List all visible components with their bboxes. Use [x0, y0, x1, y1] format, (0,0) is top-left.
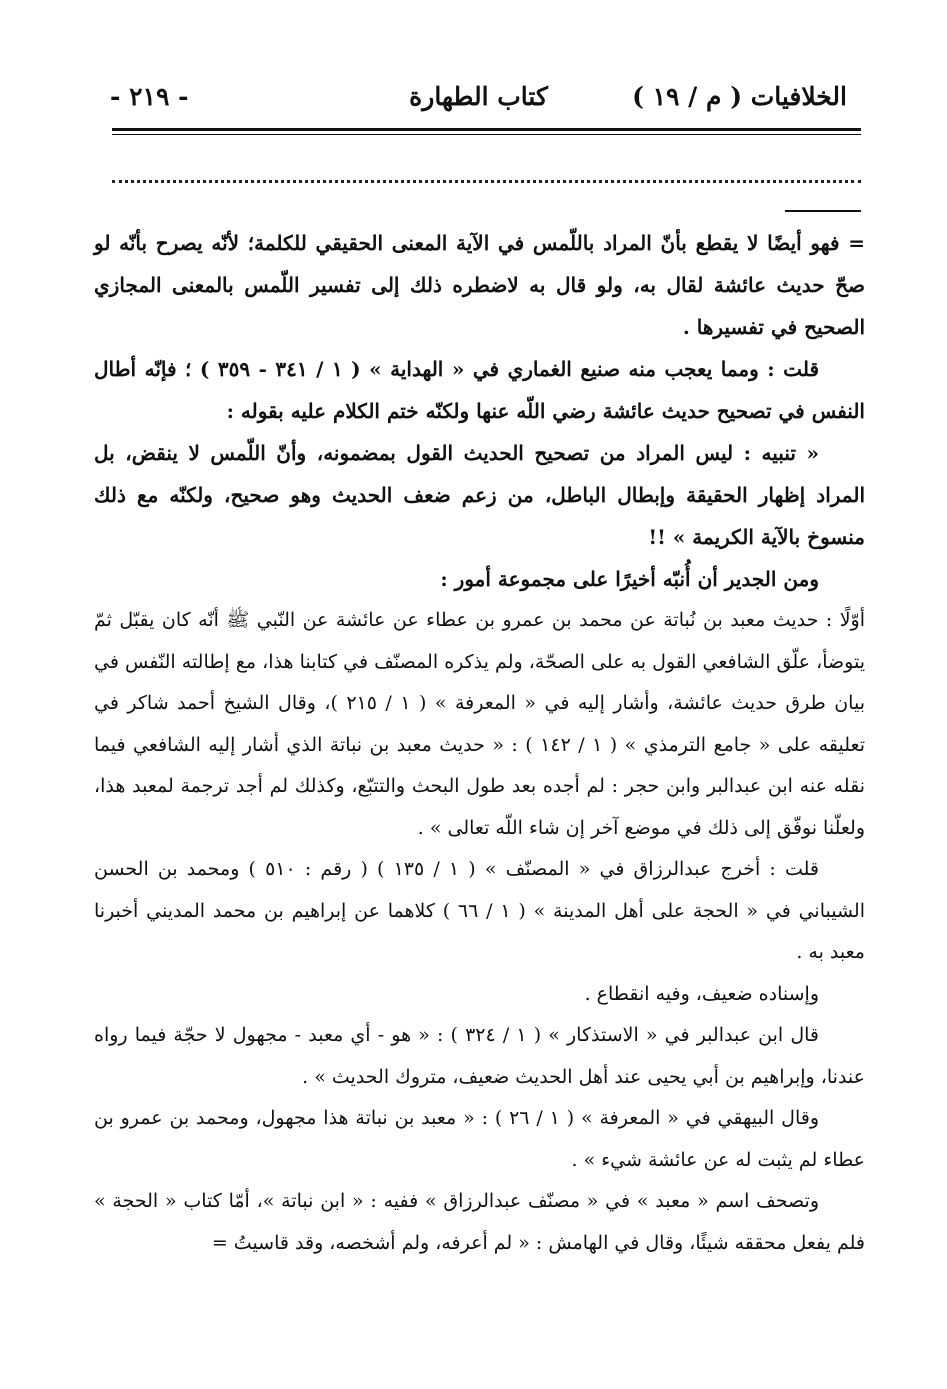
- header-page-number: - ٢١٩ -: [110, 82, 189, 111]
- header-rule-thin: [112, 134, 861, 135]
- header-rule-thick: [112, 128, 861, 131]
- header-book-title: الخلافيات ( م / ١٩ ): [632, 82, 847, 111]
- paragraph-first-point: أوّلًا : حديث معبد بن نُباتة عن محمد بن عمرو بن عطاء عن عائشة عن النّبي ﷺ أنّه كان يقبّل ثمّ يتوضأ، علّق الشافعي القول به على الصحّة، ولم يذكره المصنّف في كتابنا هذا، مع إطالته النّفس في بيان طرق حديث عائشة، وأشار إليه في « المعرفة » ( ١ / ٢١٥ )، وقال الشيخ أحمد شاكر في تعليقه على « جامع الترمذي » ( ١ / ١٤٢ ) : « حديث معبد بن نباتة الذي أشار إليه الشافعي فيما نقله عنه ابن عبدالبر وابن حجر : لم أجده بعد طول البحث والتتبّع، وكذلك لم أجد ترجمة لمعبد هذا، ولعلّنا نوفّق إلى ذلك في موضع آخر إن شاء اللّه تعالى » .: [94, 609, 866, 839]
- dotted-separator: [112, 180, 861, 183]
- footnote-rule: [785, 210, 861, 212]
- page-body: [94, 222, 865, 1264]
- header-chapter-title: كتاب الطهارة: [409, 82, 548, 111]
- paragraph-tashif: وتصحف اسم « معبد » في « مصنّف عبدالرزاق » ففيه : « ابن نباتة »، أمّا كتاب « الحجة » فلم يفعل محققه شيئًا، وقال في الهامش : « لم أعرفه، ولم أشخصه، وقد قاسيتُ =: [94, 1190, 865, 1254]
- paragraph-abdulrazzaq: قلت : أخرج عبدالرزاق في « المصنّف » ( ١ / ١٣٥ ) ( رقم : ٥١٠ ) ومحمد بن الحسن الشيباني في « الحجة على أهل المدينة » ( ١ / ٦٦ ) كلاهما عن إبراهيم بن محمد المديني أخبرنا معبد به .: [94, 858, 865, 963]
- paragraph-tanbih-quote: « تنبيه : ليس المراد من تصحيح الحديث القول بمضمونه، وأنّ اللّمس لا ينقض، بل المراد إظهار الحقيقة وإبطال الباطل، من زعم ضعف الحديث وهو صحيح، ولكنّه مع ذلك منسوخ بالآية الكريمة » !!: [94, 441, 865, 549]
- paragraph-isnad-weak: وإسناده ضعيف، وفيه انقطاع .: [584, 982, 819, 1005]
- paragraph-bayhaqi: وقال البيهقي في « المعرفة » ( ١ / ٢٦ ) : « معبد بن نباتة هذا مجهول، ومحمد بن عمرو بن عطاء لم يثبت له عن عائشة شيء » .: [94, 1107, 865, 1171]
- paragraph-ibn-abdulbarr: قال ابن عبدالبر في « الاستذكار » ( ١ / ٣٢٤ ) : « هو - أي معبد - مجهول لا حجّة فيما رواه عندنا، وإبراهيم بن أبي يحيى عند أهل الحديث ضعيف، متروك الحديث » .: [94, 1024, 865, 1088]
- paragraph-intro-points: ومن الجدير أن أُنبّه أخيرًا على مجموعة أمور :: [440, 567, 819, 591]
- paragraph-qult-ghumari: قلت : ومما يعجب منه صنيع الغماري في « الهداية » ( ١ / ٣٤١ - ٣٥٩ ) ؛ فإنّه أطال النفس في تصحيح حديث عائشة رضي اللّه عنها ولكنّه ختم الكلام عليه بقوله :: [94, 357, 865, 423]
- paragraph-continuation: = فهو أيضًا لا يقطع بأنّ المراد باللّمس في الآية المعنى الحقيقي للكلمة؛ لأنّه يصرح بأنّه لو صحّ حديث عائشة لقال به، ولو قال به لاضطره ذلك إلى تفسير اللّمس بالمعنى المجازي الصحيح في تفسيرها .: [94, 231, 865, 339]
- running-header: [110, 78, 847, 122]
